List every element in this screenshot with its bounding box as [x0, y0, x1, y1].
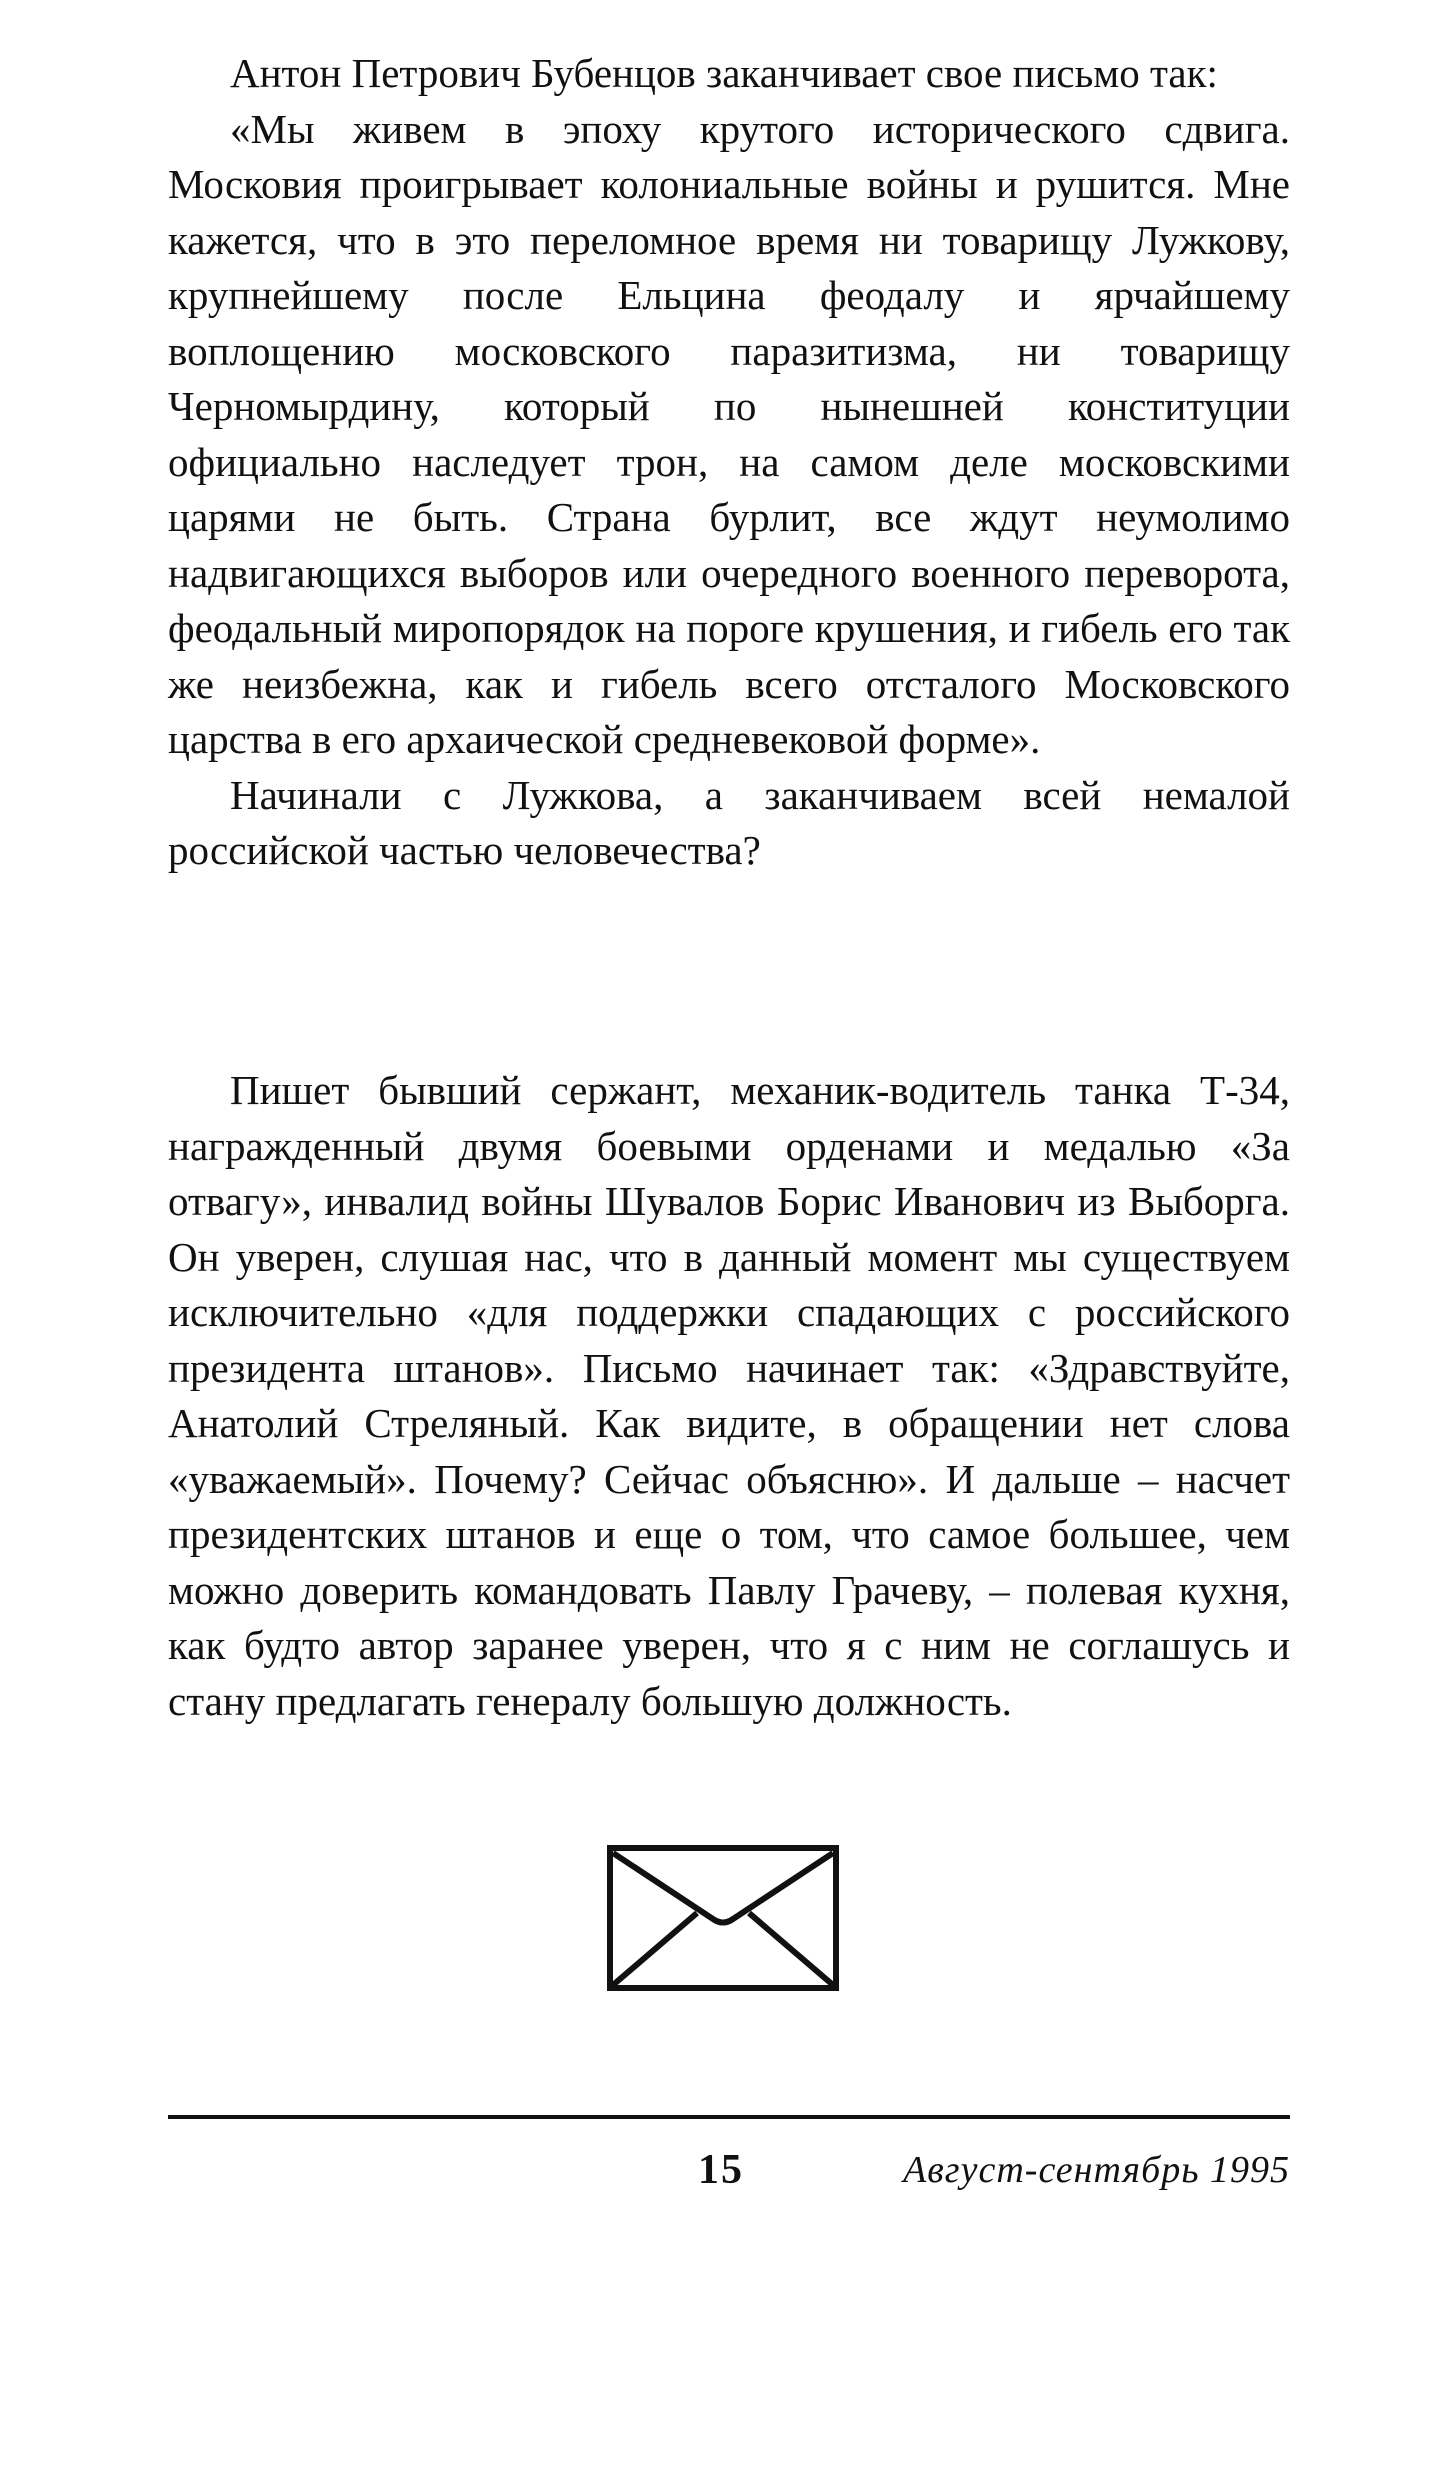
paragraph: Начинали с Лужкова, а заканчиваем всей немалой российской частью человечества?	[168, 771, 1290, 873]
second-letter-section	[168, 1063, 1290, 1729]
envelope-icon	[607, 1845, 839, 1991]
footer-divider	[168, 2115, 1290, 2119]
paragraph: Пишет бывший сержант, механик-водитель танка Т-34, награжденный двумя боевыми орденами и медалью «За отвагу», инвалид войны Шувалов Борис Иванович из Выборга. Он уверен, слушая нас, что в данный момент мы существуем исключительно «для поддержки спадающих с российского президента штанов». Письмо начинает так: «Здравствуйте, Анатолий Стреляный. Как видите, в обращении нет слова «уважаемый». Почему? Сейчас объясню». И дальше – насчет президентских штанов и еще о том, что самое большее, чем можно доверить командовать Павлу Грачеву, – полевая кухня, как будто автор заранее уверен, что я с ним не соглашусь и стану предлагать генералу большую должность.	[168, 1067, 1290, 1724]
paragraph: Антон Петрович Бубенцов заканчивает свое письмо так:	[230, 50, 1218, 96]
page-number: 15	[698, 2147, 744, 2193]
letter-excerpt-section	[168, 46, 1290, 879]
issue-date: Август-сентябрь 1995	[903, 2149, 1290, 2191]
paragraph: «Мы живем в эпоху крутого исторического сдвига. Московия проигрывает колониальные войны и рушится. Мне кажется, что в это переломное время ни товарищу Лужкову, крупнейшему после Ельцина феодалу и ярчайшему воплощению московского паразитизма, ни товарищу Черномырдину, который по нынешней конституции официально наследует трон, на самом деле московскими царями не быть. Страна бурлит, все ждут неумолимо надвигающихся выборов или очередного военного переворота, феодальный миропорядок на пороге крушения, и гибель его так же неизбежна, как и гибель всего отсталого Московского царства в его архаической средневековой форме».	[168, 105, 1290, 762]
page-footer	[168, 2140, 1290, 2200]
